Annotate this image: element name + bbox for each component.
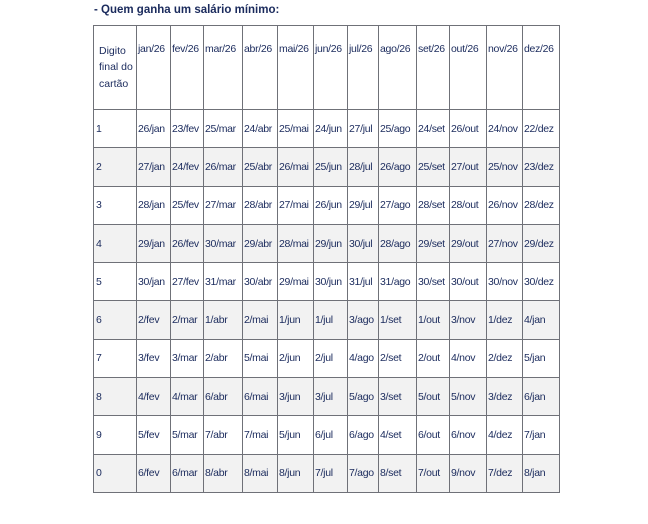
date-cell: 4/nov — [450, 339, 487, 377]
digit-cell: 1 — [94, 110, 137, 148]
date-cell: 28/dez — [523, 186, 560, 224]
date-cell: 28/out — [450, 186, 487, 224]
month-header: out/26 — [450, 26, 487, 110]
date-cell: 29/jan — [137, 224, 171, 262]
digit-cell: 8 — [94, 378, 137, 416]
date-cell: 30/jun — [314, 263, 348, 301]
date-cell: 8/jun — [278, 454, 314, 492]
date-cell: 27/mai — [278, 186, 314, 224]
date-cell: 22/dez — [523, 110, 560, 148]
date-cell: 28/jan — [137, 186, 171, 224]
date-cell: 2/abr — [204, 339, 243, 377]
digit-cell: 6 — [94, 301, 137, 339]
date-cell: 5/jan — [523, 339, 560, 377]
digit-cell: 7 — [94, 339, 137, 377]
date-cell: 6/mai — [243, 378, 278, 416]
date-cell: 3/dez — [487, 378, 523, 416]
date-cell: 27/jul — [348, 110, 379, 148]
date-cell: 25/set — [417, 148, 450, 186]
date-cell: 2/out — [417, 339, 450, 377]
date-cell: 5/ago — [348, 378, 379, 416]
date-cell: 25/ago — [379, 110, 417, 148]
table-row — [94, 186, 560, 224]
table-row — [94, 224, 560, 262]
date-cell: 1/jun — [278, 301, 314, 339]
date-cell: 28/ago — [379, 224, 417, 262]
date-cell: 9/nov — [450, 454, 487, 492]
month-header: abr/26 — [243, 26, 278, 110]
date-cell: 4/fev — [137, 378, 171, 416]
date-cell: 25/abr — [243, 148, 278, 186]
date-cell: 4/ago — [348, 339, 379, 377]
section-heading: - Quem ganha um salário mínimo: — [94, 4, 280, 16]
date-cell: 29/dez — [523, 224, 560, 262]
date-cell: 28/mai — [278, 224, 314, 262]
date-cell: 3/jul — [314, 378, 348, 416]
date-cell: 3/jun — [278, 378, 314, 416]
date-cell: 7/out — [417, 454, 450, 492]
digit-cell: 5 — [94, 263, 137, 301]
date-cell: 2/set — [379, 339, 417, 377]
date-cell: 7/mai — [243, 416, 278, 454]
date-cell: 2/fev — [137, 301, 171, 339]
date-cell: 3/set — [379, 378, 417, 416]
date-cell: 7/jul — [314, 454, 348, 492]
date-cell: 24/fev — [171, 148, 204, 186]
table-row — [94, 378, 560, 416]
date-cell: 30/dez — [523, 263, 560, 301]
date-cell: 27/out — [450, 148, 487, 186]
date-cell: 1/dez — [487, 301, 523, 339]
date-cell: 6/jul — [314, 416, 348, 454]
date-cell: 25/mar — [204, 110, 243, 148]
date-cell: 5/mar — [171, 416, 204, 454]
date-cell: 29/jul — [348, 186, 379, 224]
date-cell: 30/abr — [243, 263, 278, 301]
date-cell: 30/out — [450, 263, 487, 301]
date-cell: 1/jul — [314, 301, 348, 339]
date-cell: 30/set — [417, 263, 450, 301]
date-cell: 27/nov — [487, 224, 523, 262]
month-header: dez/26 — [523, 26, 560, 110]
date-cell: 1/out — [417, 301, 450, 339]
date-cell: 6/fev — [137, 454, 171, 492]
date-cell: 4/jan — [523, 301, 560, 339]
month-header: fev/26 — [171, 26, 204, 110]
date-cell: 6/abr — [204, 378, 243, 416]
table-body — [94, 110, 560, 493]
digit-cell: 0 — [94, 454, 137, 492]
date-cell: 7/dez — [487, 454, 523, 492]
date-cell: 2/jun — [278, 339, 314, 377]
date-cell: 2/mar — [171, 301, 204, 339]
date-cell: 26/nov — [487, 186, 523, 224]
date-cell: 30/jan — [137, 263, 171, 301]
date-cell: 2/mai — [243, 301, 278, 339]
digit-cell: 9 — [94, 416, 137, 454]
date-cell: 2/dez — [487, 339, 523, 377]
date-cell: 1/abr — [204, 301, 243, 339]
date-cell: 31/jul — [348, 263, 379, 301]
date-cell: 3/fev — [137, 339, 171, 377]
date-cell: 31/mar — [204, 263, 243, 301]
date-cell: 29/set — [417, 224, 450, 262]
date-cell: 7/abr — [204, 416, 243, 454]
date-cell: 25/jun — [314, 148, 348, 186]
date-cell: 25/nov — [487, 148, 523, 186]
month-header: mai/26 — [278, 26, 314, 110]
date-cell: 5/fev — [137, 416, 171, 454]
date-cell: 6/out — [417, 416, 450, 454]
date-cell: 26/ago — [379, 148, 417, 186]
date-cell: 6/mar — [171, 454, 204, 492]
date-cell: 7/jan — [523, 416, 560, 454]
date-cell: 5/nov — [450, 378, 487, 416]
table-row — [94, 454, 560, 492]
date-cell: 1/set — [379, 301, 417, 339]
table-row — [94, 263, 560, 301]
date-cell: 28/abr — [243, 186, 278, 224]
date-cell: 31/ago — [379, 263, 417, 301]
date-cell: 6/nov — [450, 416, 487, 454]
date-cell: 24/set — [417, 110, 450, 148]
date-cell: 26/fev — [171, 224, 204, 262]
payment-calendar-table — [93, 25, 560, 493]
date-cell: 26/jan — [137, 110, 171, 148]
month-header: mar/26 — [204, 26, 243, 110]
date-cell: 24/jun — [314, 110, 348, 148]
date-cell: 3/ago — [348, 301, 379, 339]
date-cell: 29/mai — [278, 263, 314, 301]
month-header: set/26 — [417, 26, 450, 110]
date-cell: 25/fev — [171, 186, 204, 224]
date-cell: 4/mar — [171, 378, 204, 416]
table-row — [94, 110, 560, 148]
date-cell: 29/abr — [243, 224, 278, 262]
date-cell: 27/jan — [137, 148, 171, 186]
date-cell: 3/nov — [450, 301, 487, 339]
digit-cell: 4 — [94, 224, 137, 262]
date-cell: 27/mar — [204, 186, 243, 224]
digit-column-header: Digito final do cartão — [94, 26, 137, 110]
date-cell: 8/mai — [243, 454, 278, 492]
date-cell: 24/nov — [487, 110, 523, 148]
date-cell: 5/jun — [278, 416, 314, 454]
date-cell: 28/jul — [348, 148, 379, 186]
month-header: ago/26 — [379, 26, 417, 110]
date-cell: 28/set — [417, 186, 450, 224]
table-header-row — [94, 26, 560, 110]
date-cell: 30/mar — [204, 224, 243, 262]
date-cell: 5/mai — [243, 339, 278, 377]
date-cell: 4/set — [379, 416, 417, 454]
date-cell: 30/jul — [348, 224, 379, 262]
date-cell: 8/set — [379, 454, 417, 492]
date-cell: 2/jul — [314, 339, 348, 377]
date-cell: 8/jan — [523, 454, 560, 492]
month-header: jun/26 — [314, 26, 348, 110]
digit-cell: 3 — [94, 186, 137, 224]
date-cell: 6/jan — [523, 378, 560, 416]
date-cell: 26/mar — [204, 148, 243, 186]
table-row — [94, 301, 560, 339]
table-row — [94, 339, 560, 377]
date-cell: 24/abr — [243, 110, 278, 148]
date-cell: 8/abr — [204, 454, 243, 492]
month-header: jan/26 — [137, 26, 171, 110]
date-cell: 30/nov — [487, 263, 523, 301]
date-cell: 7/ago — [348, 454, 379, 492]
date-cell: 6/ago — [348, 416, 379, 454]
table-row — [94, 416, 560, 454]
date-cell: 26/out — [450, 110, 487, 148]
date-cell: 23/dez — [523, 148, 560, 186]
date-cell: 29/jun — [314, 224, 348, 262]
date-cell: 29/out — [450, 224, 487, 262]
month-header: jul/26 — [348, 26, 379, 110]
date-cell: 5/out — [417, 378, 450, 416]
date-cell: 4/dez — [487, 416, 523, 454]
table-row — [94, 148, 560, 186]
date-cell: 3/mar — [171, 339, 204, 377]
digit-cell: 2 — [94, 148, 137, 186]
date-cell: 27/fev — [171, 263, 204, 301]
date-cell: 26/mai — [278, 148, 314, 186]
date-cell: 23/fev — [171, 110, 204, 148]
date-cell: 25/mai — [278, 110, 314, 148]
date-cell: 26/jun — [314, 186, 348, 224]
month-header: nov/26 — [487, 26, 523, 110]
date-cell: 27/ago — [379, 186, 417, 224]
